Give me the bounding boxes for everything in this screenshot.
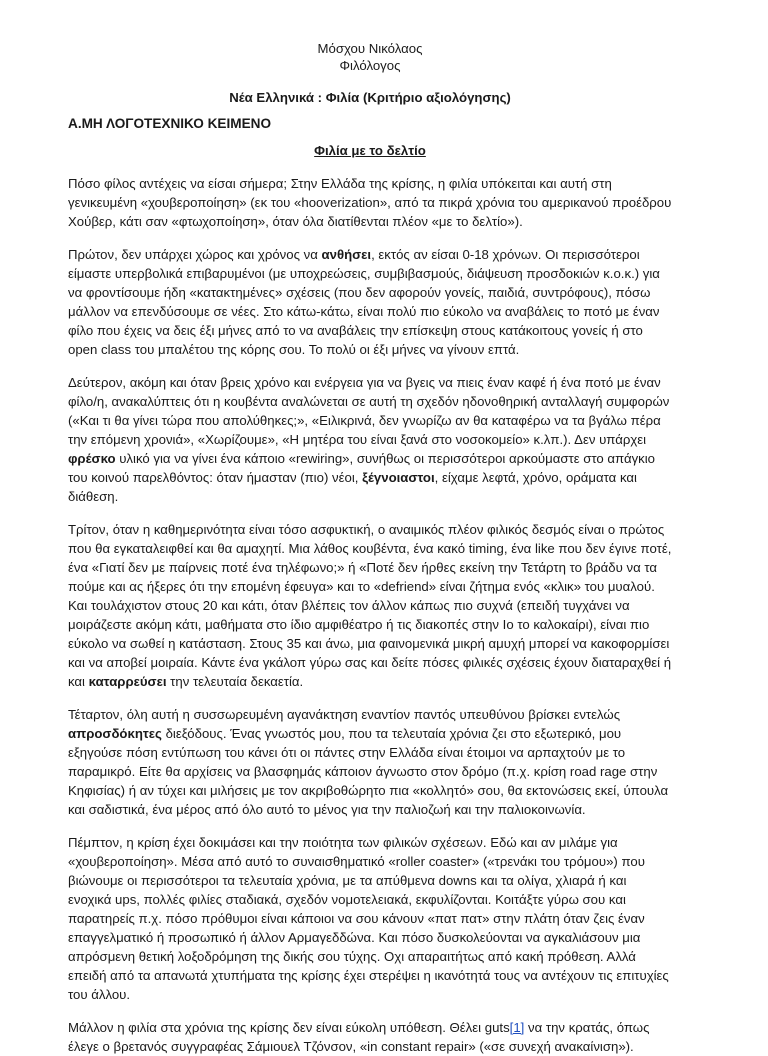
author-role: Φιλόλογος — [339, 58, 401, 73]
article-title: Φιλία με το δελτίο — [314, 143, 426, 158]
paragraph-3-text-e: , είχαμε λεφτά, χρόνο, οράματα και διάθεση. — [68, 470, 637, 504]
paragraph-4 — [68, 520, 672, 691]
footnote-reference-link[interactable]: [1] — [509, 1020, 525, 1035]
section-heading: Α.ΜΗ ΛΟΓΟΤΕΧΝΙΚΟ ΚΕΙΜΕΝΟ — [68, 116, 272, 131]
paragraph-2-bold: ανθήσει — [321, 247, 372, 262]
paragraph-7-text-a: Μάλλον η φιλία στα χρόνια της κρίσης δεν είναι εύκολη υπόθεση. Θέλει guts — [68, 1020, 510, 1035]
paragraph-7-text-b: να την κρατάς, όπως έλεγε ο βρετανός συγγραφέας Σάμιουελ Τζόνσον, «in constant repair» («σε συνεχή ανακαίνιση»). — [68, 1020, 650, 1054]
paragraph-4-text-c: την τελευταία δεκαετία. — [166, 674, 304, 689]
paragraph-4-text-a: Τρίτον, όταν η καθημερινότητα είναι τόσο ασφυκτική, ο αναιμικός πλέον φιλικός δεσμός είναι ο πρώτος που θα εγκαταλειφθεί και θα αμαχητί. Μια λάθος κουβέντα, ένα κακό timing, ένα like που δεν έγινε ποτέ, ένα «Γιατί δεν με παίρνεις ποτέ ένα τηλέφωνο;» ή «Ποτέ δεν ήρθες εκείνη την Τετάρτη το βράδυ να τα πούμε και ας ήξερες ότι την επομένη έφευγα» και το «defriend» είναι ζήτημα ενός «κλικ» του μυαλού. Και τουλάχιστον στους 20 και κάτι, όταν βλέπεις τον άλλον κάπως πιο συχνά (επειδή τυγχάνει να μοιράζεστε ακόμη κάτι, μαθήματα στο ίδιο αμφιθέατρο ή τις διακοπές στην Ιο το καλοκαίρι), είναι πιο εύκολο να σωθεί η κατάσταση. Στους 35 και άνω, μια φαινομενικά μικρή αμυχή μπορεί να κακοφορμίσει και να αποβεί μοιραία. Κάντε ένα γκάλοπ γύρω σας και δείτε πόσες φιλικές σχέσεις έχουν διαταραχθεί ή και — [68, 522, 672, 689]
paragraph-6 — [68, 833, 672, 1004]
paragraph-2-text-a: Πρώτον, δεν υπάρχει χώρος και χρόνος να — [68, 247, 322, 262]
paragraph-3-text-a: Δεύτερον, ακόμη και όταν βρεις χρόνο και ενέργεια για να βγεις να πιεις έναν καφέ ή ένα ποτό με έναν φίλο/η, ανακαλύπτεις ότι η κουβέντα αναλώνεται σε αυτή τη σχεδόν ηδονοθηρική ανταλλαγή συμφορών («Και τι θα γίνει τώρα που απολύθηκες;», «Ειλικρινά, δεν γνωρίζω αν θα καταφέρω να τα βγάλω πέρα την επόμενη χρονιά», «Χωρίζουμε», «Η μητέρα του είναι ξανά στο νοσοκομείο» κ.λπ.). Δεν υπάρχει — [68, 375, 670, 447]
paragraph-5-text-a: Τέταρτον, όλη αυτή η συσσωρευμένη αγανάκτηση εναντίον παντός υπευθύνου βρίσκει εντελώς — [68, 707, 621, 722]
paragraph-5-bold: απροσδόκητες — [68, 726, 162, 741]
paragraph-2 — [68, 245, 672, 359]
paragraph-4-bold: καταρρεύσει — [88, 674, 167, 689]
paragraph-3-bold-2: ξέγνοιαστοι — [362, 470, 435, 485]
paragraph-3-text-c: υλικό για να γίνει ένα κάποιο «rewiring», συνήθως οι περισσότεροι αρκούμαστε στο απάγκιο του κοινού παρελθόντος: όταν ήμασταν (πιο) νέοι, — [68, 451, 656, 485]
author-name: Μόσχου Νικόλαος — [317, 41, 423, 56]
course-title: Νέα Ελληνικά : Φιλία (Κριτήριο αξιολόγησης) — [229, 90, 511, 105]
paragraph-3-bold-1: φρέσκο — [68, 451, 116, 466]
paragraph-1-text: Πόσο φίλος αντέχεις να είσαι σήμερα; Στην Ελλάδα της κρίσης, η φιλία υπόκειται και αυτή στη γενικευμένη «χουβεροποίηση» (εκ του «hooverization», από τα πικρά χρόνια του αμερικανού προέδρου Χούβερ, κάτι σαν «φτωχοποίηση», όταν όλα διατίθενται πλέον «με το δελτίο»). — [68, 176, 672, 229]
paragraph-3 — [68, 373, 672, 506]
paragraph-1 — [68, 174, 672, 231]
paragraph-2-text-c: , εκτός αν είσαι 0-18 χρόνων. Οι περισσότεροι είμαστε υπερβολικά επιβαρυμένοι (με υποχρεώσεις, συμβιβασμούς, διάψευση προσδοκιών κ.ο.κ.) για να φροντίσουμε ήδη «κατακτημένες» σχέσεις (που δεν αφορούν γονείς, παιδιά, συντρόφους), πόσω μάλλον να επενδύσουμε σε νέες. Στο κάτω-κάτω, είναι πολύ πιο εύκολο να αναβάλεις το ποτό με έναν φίλο που έχεις να δεις έξι μήνες από το να αναβάλεις την επίσκεψη στους κατάκοιτους γονείς ή στο open class του μπαλέτου της κόρης σου. Το πολύ οι έξι μήνες να γίνουν επτά. — [68, 247, 660, 357]
paragraph-6-text: Πέμπτον, η κρίση έχει δοκιμάσει και την ποιότητα των φιλικών σχέσεων. Εδώ και αν μιλάμε για «χουβεροποίηση». Μέσα από αυτό το συναισθηματικό «roller coaster» («τρενάκι του τρόμου») που βιώνουμε οι περισσότεροι τα τελευταία χρόνια, με τα απύθμενα downs και τα ολίγα, χλιαρά ή και ενοχικά ups, πολλές φιλίες σταδιακά, σχεδόν νομοτελειακά, εκφυλίζονται. Κοιτάξτε γύρω σου και παρατηρείς π.χ. πόσο πρόθυμοι είναι κάποιοι να σου κάνουν «πατ πατ» στην πλάτη όταν ζεις έναν επαγγελματικό ή προσωπικό ή άλλον Αρμαγεδδώνα. Και πόσο δυσκολεύονται να αγκαλιάσουν μια απρόσμενη θετική λοξοδρόμηση της δικής σου τύχης. Οχι απαραιτήτως από κακή πρόθεση. Αλλά επειδή από τα απανωτά χτυπήματα της κρίσης έχει στερέψει η ικανότητά τους να αντέχουν τις επιτυχίες του άλλου. — [68, 835, 669, 1002]
paragraph-5 — [68, 705, 672, 819]
paragraph-5-text-c: διεξόδους. Ένας γνωστός μου, που τα τελευταία χρόνια ζει στο εξωτερικό, μου εξηγούσε πόση εντύπωση του κάνει ότι οι πάντες στην Ελλάδα είναι έτοιμοι να αρπαχτούν με το παραμικρό. Είτε θα αρχίσεις να βλασφημάς κάποιον άγνωστο στον δρόμο (π.χ. κρίση road rage στην Κηφισίας) ή αν τύχει και μιλήσεις με τον ακριβοθώρητο πια «κολλητό» σου, θα εκτονώσεις εκεί, ύπουλα και σαδιστικά, ένα μέρος από όλο αυτό το μένος για την παλιοζωή και την παλιοκοινωνία. — [68, 726, 669, 817]
